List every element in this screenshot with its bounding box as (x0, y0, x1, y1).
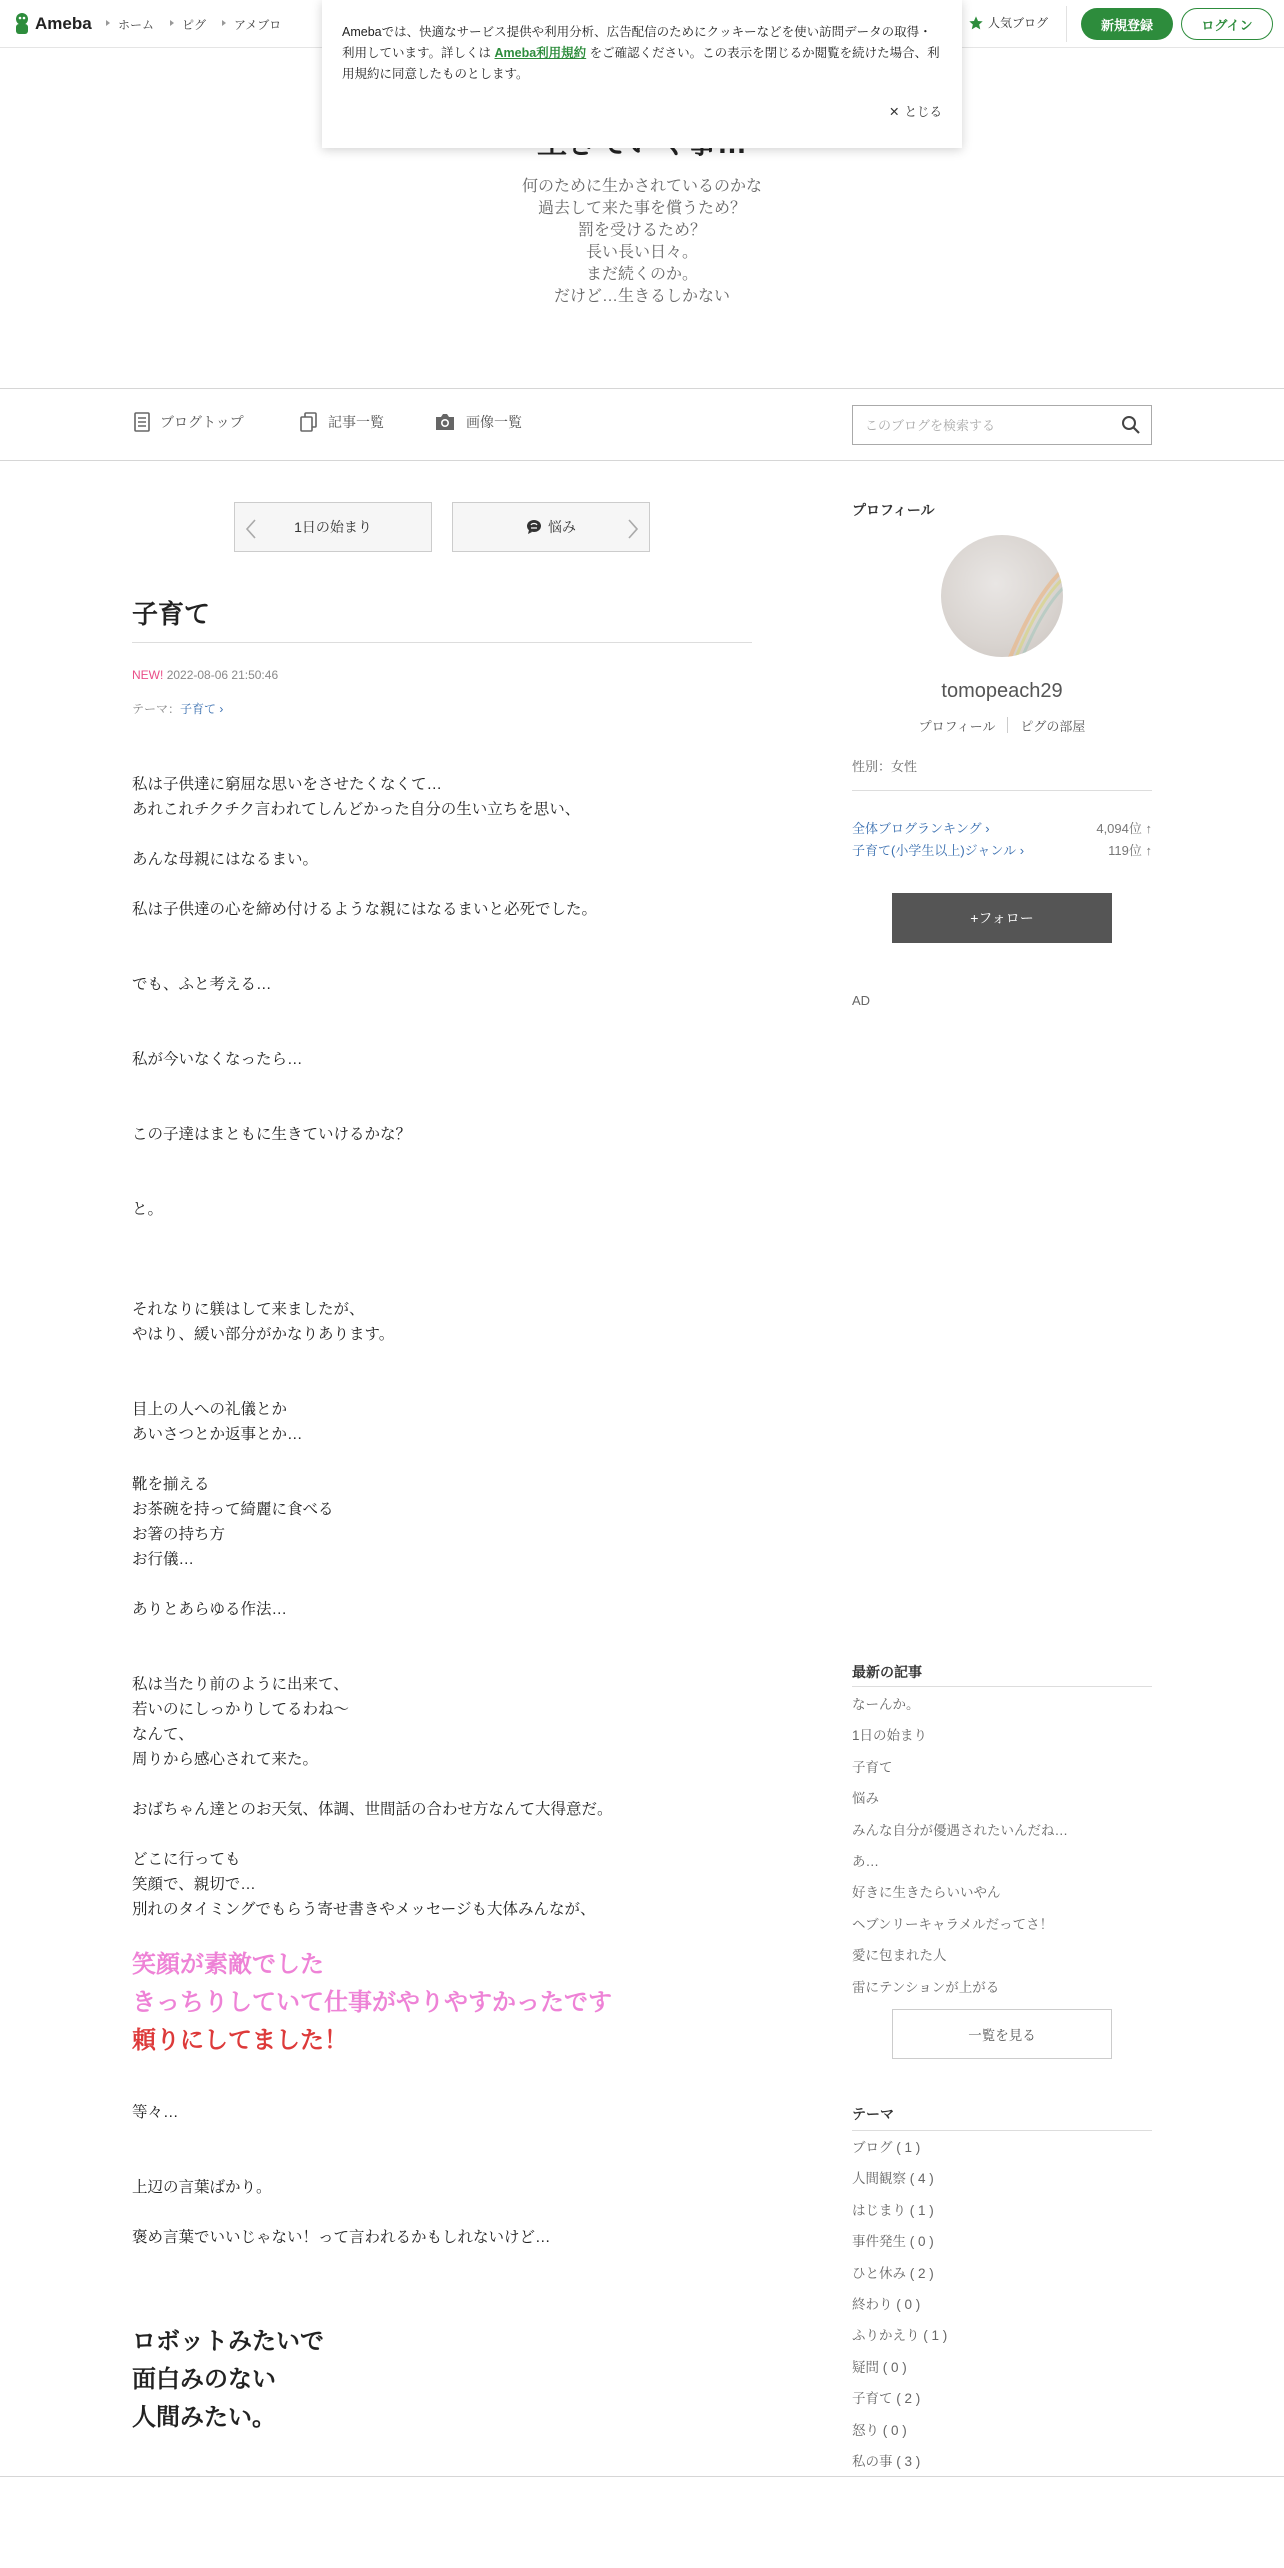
blog-description-line: 過去して来た事を償うため？ (537, 200, 746, 217)
theme-item[interactable]: 事件発生 ( 0 ) (852, 2234, 934, 2250)
popular-blog-label: 人気ブログ (988, 16, 1049, 30)
latest-item[interactable]: ヘブンリーキャラメルだってさ！ (852, 1916, 1054, 1932)
paragraph: お行儀… (132, 1551, 195, 1568)
paragraph: 私は子供達に窮屈な思いをさせたくなくて… (132, 776, 443, 793)
emphasis-pink: 笑顔が素敵でした (132, 1951, 324, 1978)
paragraph: でも、ふと考える… (132, 976, 272, 993)
ranking-label: 全体ブログランキング › (852, 821, 990, 836)
new-badge: NEW! (132, 668, 164, 682)
cookie-close-button[interactable] (889, 102, 942, 120)
profile-divider (852, 790, 1152, 791)
latest-item[interactable]: 悩み (852, 1791, 879, 1807)
latest-item[interactable]: 好きに生きたらいいやん (852, 1885, 1001, 1901)
paragraph: 私が今いなくなったら… (132, 1051, 303, 1068)
see-all-button[interactable]: 一覧を見る (892, 2009, 1112, 2059)
blog-description-line: 長い長い日々。 (585, 244, 698, 261)
theme-item[interactable]: はじまり ( 1 ) (852, 2202, 934, 2218)
logo-text: Ameba (35, 14, 92, 33)
paragraph: 私は子供達の心を締め付けるような親にはなるまいと必死でした。 (132, 901, 598, 918)
latest-item[interactable]: 子育て (852, 1759, 893, 1775)
ranking-value: 119位 ↑ (1108, 843, 1152, 858)
speech-bubble-icon (526, 519, 542, 535)
emphasis-bold: 人間みたい。 (132, 2404, 276, 2431)
paragraph: あんな母親にはなるまい。 (132, 851, 319, 868)
star-icon (968, 15, 984, 31)
paragraph: 目上の人への礼儀とか (132, 1401, 288, 1418)
pig-room-link[interactable]: ピグの部屋 (1020, 719, 1086, 734)
global-nav (104, 0, 295, 48)
entry-list-label: 記事一覧 (328, 414, 384, 430)
terms-link[interactable]: Ameba利用規約 (494, 46, 587, 60)
latest-divider (852, 1686, 1152, 1687)
header-divider-line (0, 388, 1284, 389)
follow-button[interactable]: +フォロー (892, 893, 1112, 943)
theme-item[interactable]: 疑問 ( 0 ) (852, 2359, 907, 2375)
theme-list (852, 2137, 1152, 2482)
ranking-label-text: 子育て(小学生以上)ジャンル (852, 843, 1017, 858)
username[interactable]: tomopeach29 (941, 680, 1063, 702)
emphasis-bold: 面白みのない (132, 2366, 276, 2393)
subnav-divider-line (0, 460, 1284, 461)
blog-search (852, 405, 1152, 445)
article-theme (132, 700, 223, 717)
theme-link[interactable]: 子育て (180, 702, 217, 716)
profile-link[interactable]: プロフィール (918, 719, 996, 734)
paragraph: この子達はまともに生きていけるかな？ (132, 1126, 412, 1143)
latest-item[interactable]: 愛に包まれた人 (852, 1948, 947, 1964)
cookie-notice (322, 0, 962, 148)
title-divider (132, 642, 752, 643)
nav-ameblo[interactable]: アメブロ (220, 16, 295, 33)
theme-item[interactable]: 怒り ( 0 ) (852, 2422, 907, 2438)
paragraph: それなりに躾はして来ましたが、 (132, 1301, 365, 1318)
header-divider (1066, 6, 1067, 42)
paragraph: 若いのにしっかりしてるわね〜 (132, 1701, 350, 1718)
ranking-overall[interactable] (852, 818, 1152, 837)
blog-top-link[interactable] (134, 412, 244, 432)
latest-item[interactable]: なーんか。 (852, 1697, 920, 1712)
theme-divider (852, 2130, 1152, 2131)
paragraph: やはり、緩い部分がかなりあります。 (132, 1326, 395, 1343)
footer-divider-line (0, 2476, 1284, 2477)
paragraph: 上辺の言葉ばかり。 (132, 2179, 272, 2196)
theme-item[interactable]: 人間観察 ( 4 ) (852, 2171, 934, 2187)
profile-heading: プロフィール (852, 502, 935, 518)
cookie-text-before: Amebaでは、快適なサービス提供や利用分析、広告配信のためにクッキーなどを使い訪問データの取得・利用しています。詳しくは (342, 25, 932, 60)
login-button[interactable]: ログイン (1181, 8, 1273, 40)
prev-entry-button[interactable] (234, 502, 432, 552)
paragraph: なんて、 (132, 1726, 194, 1743)
paragraph: 周りから感心されて来た。 (132, 1751, 319, 1768)
paragraph: と。 (132, 1201, 164, 1218)
chevron-right-icon (627, 519, 639, 539)
theme-heading: テーマ (852, 2106, 894, 2122)
ranking-value: 4,094位 ↑ (1096, 821, 1152, 836)
ranking-label-text: 全体ブログランキング (852, 821, 982, 836)
paragraph: おばちゃん達とのお天気、体調、世間話の合わせ方なんて大得意だ。 (132, 1801, 613, 1818)
entry-list-link[interactable] (300, 412, 384, 432)
latest-item[interactable]: あ… (852, 1853, 879, 1869)
ranking-genre[interactable] (852, 840, 1152, 859)
latest-list (852, 1694, 1152, 2008)
popular-blog-link[interactable] (968, 14, 1048, 31)
paragraph: 私は当たり前のように出来て、 (132, 1676, 349, 1693)
nav-pigg[interactable]: ピグ (168, 16, 220, 33)
paragraph: 別れのタイミングでもらう寄せ書きやメッセージも大体みんなが、 (132, 1901, 596, 1918)
blog-description-line: 罰を受けるため？ (577, 222, 706, 239)
paragraph: あれこれチクチク言われてしんどかった自分の生い立ちを思い、 (132, 801, 581, 818)
emphasis-bold: ロボットみたいで (132, 2328, 324, 2355)
latest-item[interactable]: 1日の始まり (852, 1728, 928, 1744)
theme-item[interactable]: ひと休み ( 2 ) (852, 2265, 934, 2281)
avatar[interactable] (941, 535, 1063, 657)
theme-item[interactable]: 終わり ( 0 ) (852, 2296, 921, 2312)
nav-home[interactable]: ホーム (104, 16, 168, 33)
search-icon[interactable] (1121, 415, 1141, 435)
avatar-rainbow-image (941, 535, 1063, 657)
image-list-label: 画像一覧 (466, 414, 522, 430)
paragraph: どこに行っても (132, 1851, 241, 1868)
ameba-logo[interactable] (12, 10, 92, 38)
paragraph: 等々… (132, 2104, 179, 2121)
close-icon: ✕ (889, 104, 900, 119)
article-title[interactable]: 子育て (132, 599, 211, 629)
prev-entry-label: 1日の始まり (294, 519, 372, 535)
chevron-right-icon: › (216, 702, 224, 716)
emphasis-pink: きっちりしていて仕事がやりやすかったです (132, 1989, 612, 2016)
copy-icon (300, 412, 318, 432)
paragraph: ありとあらゆる作法… (132, 1601, 288, 1618)
theme-item[interactable]: 私の事 ( 3 ) (852, 2453, 921, 2469)
cookie-text (342, 22, 942, 85)
paragraph: 笑顔で、親切で… (132, 1876, 256, 1893)
paragraph: お茶碗を持って綺麗に食べる (132, 1501, 334, 1518)
ameba-mascot-icon (12, 12, 32, 36)
paragraph: お箸の持ち方 (132, 1526, 226, 1543)
theme-item[interactable]: ふりかえり ( 1 ) (852, 2328, 948, 2344)
theme-label: テーマ： (132, 702, 181, 716)
blog-subnav (0, 390, 1284, 460)
blog-description-line: 何のために生かされているのかな (521, 178, 762, 195)
blog-top-label: ブログトップ (160, 414, 244, 430)
latest-heading: 最新の記事 (852, 1664, 922, 1680)
profile-links (852, 716, 1152, 735)
cookie-text-after: をご確認ください。この表示を閉じるか閲覧を続けた場合、利用規約に同意したものとします。 (342, 46, 940, 81)
ranking-label: 子育て(小学生以上)ジャンル › (852, 843, 1025, 858)
next-entry-button[interactable] (452, 502, 650, 552)
emphasis-red: 頼りにしてました！ (132, 2027, 348, 2054)
next-entry-label: 悩み (548, 519, 576, 535)
theme-item[interactable]: ブログ ( 1 ) (852, 2140, 921, 2155)
camera-icon (434, 413, 456, 431)
image-list-link[interactable] (434, 412, 522, 432)
document-icon (134, 412, 150, 432)
paragraph: 褒め言葉でいいじゃない！って言われるかもしれないけど… (132, 2229, 551, 2246)
chevron-left-icon (245, 519, 257, 539)
paragraph: 靴を揃える (132, 1476, 210, 1493)
latest-item[interactable]: みんな自分が優遇されたいんだね… (852, 1822, 1068, 1838)
gender: 性別：女性 (852, 759, 918, 774)
article-datetime: 2022-08-06 21:50:46 (166, 668, 279, 682)
blog-description-line: だけど…生きるしかない (553, 288, 730, 305)
close-label: とじる (904, 105, 942, 119)
article-meta (132, 668, 278, 682)
theme-item[interactable]: 子育て ( 2 ) (852, 2391, 921, 2407)
blog-search-input[interactable] (853, 406, 1103, 444)
register-button[interactable]: 新規登録 (1081, 8, 1173, 40)
blog-description-line: まだ続くのか。 (585, 266, 698, 283)
latest-item[interactable]: 雷にテンションが上がる (852, 1979, 1000, 1995)
ad-label: AD (852, 993, 871, 1008)
paragraph: あいさつとか返事とか… (132, 1426, 303, 1443)
blog-description (0, 176, 1284, 308)
